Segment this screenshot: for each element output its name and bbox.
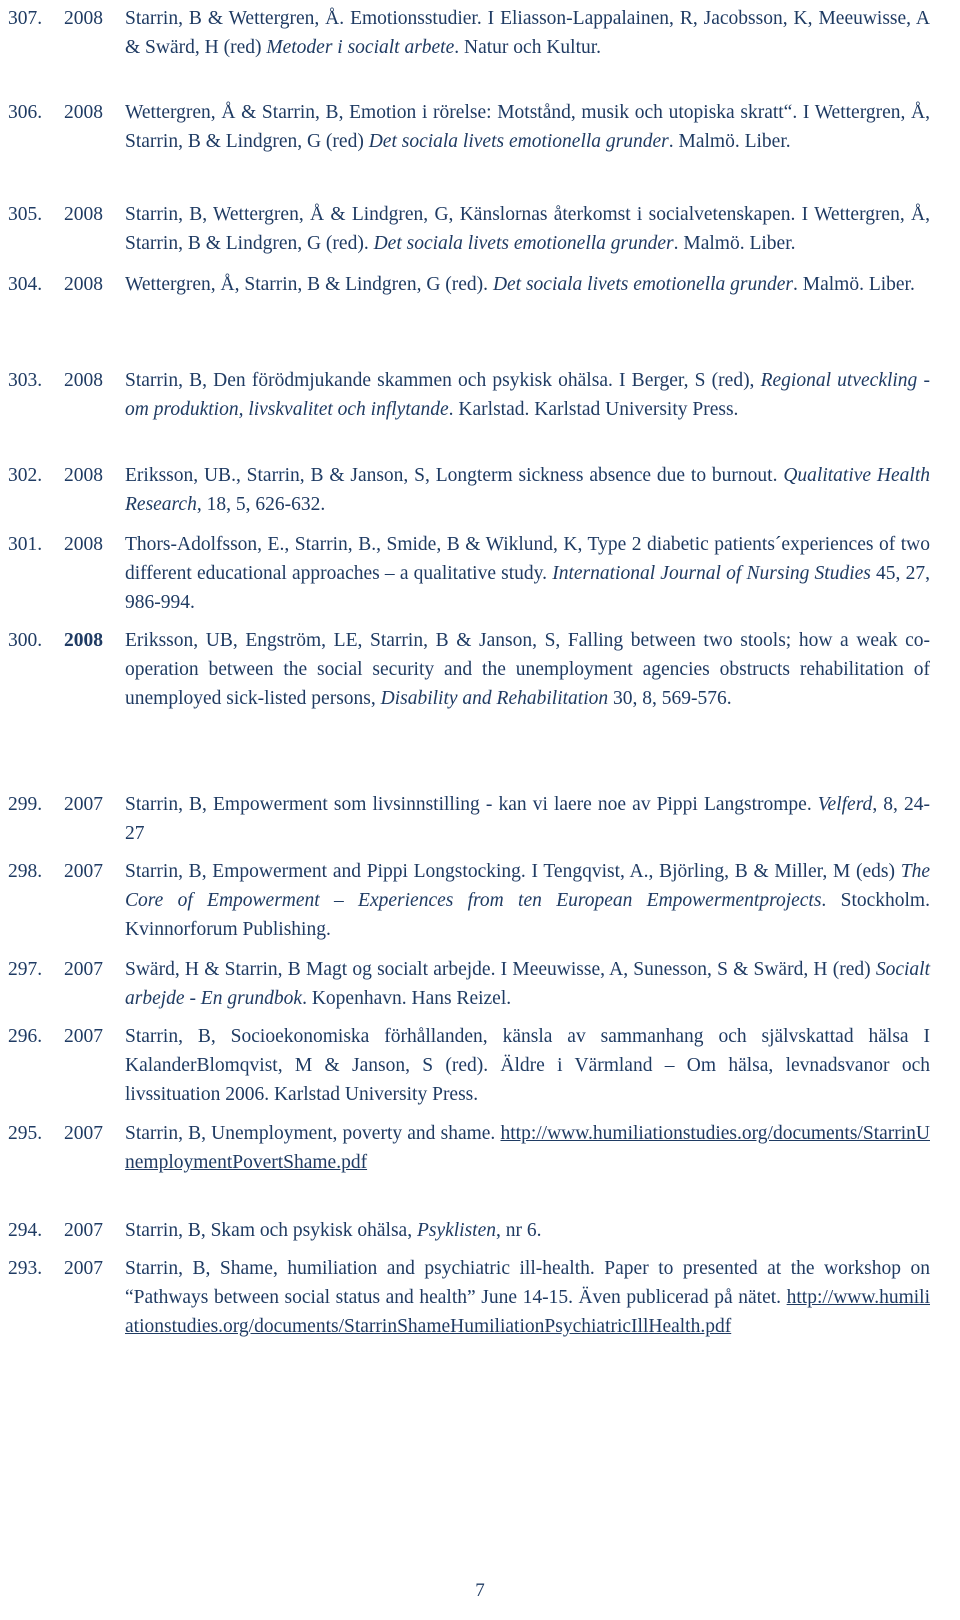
entry-number: 301. [8, 534, 43, 555]
entry-number: 304. [8, 274, 43, 295]
entry-citation [125, 955, 930, 1013]
citation-title: Regional utveckling - om produktion, livskvalitet och inflytande [125, 370, 930, 420]
citation-text: 45, 27, 986-994. [125, 563, 930, 613]
citation-text: Swärd, H & Starrin, B Magt og socialt arbejde. I Meeuwisse, A, Sunesson, S & Swärd, H (red) [125, 959, 876, 980]
entry-citation [125, 200, 930, 258]
citation-title: International Journal of Nursing Studies [552, 563, 871, 584]
reference-entry [8, 857, 930, 944]
citation-title: Socialt arbejde - En grundbok [125, 959, 930, 1009]
entry-citation [125, 366, 930, 424]
entry-citation [125, 530, 930, 617]
entry-citation [125, 1254, 930, 1341]
entry-number: 296. [8, 1026, 43, 1047]
citation-text: . Malmö. Liber. [673, 233, 796, 254]
entry-number: 300. [8, 630, 43, 651]
entry-citation [125, 98, 930, 156]
reference-entry [8, 1254, 930, 1341]
citation-title: Det sociala livets emotionella grunder [373, 233, 674, 254]
citation-text: Wettergren, Å & Starrin, B, Emotion i rörelse: Motstånd, musik och utopiska skratt“. I Wettergren, Å, Starrin, B & Lindgren, G (red) [125, 102, 930, 152]
entry-citation [125, 626, 930, 713]
citation-text: Wettergren, Å, Starrin, B & Lindgren, G (red). [125, 274, 493, 295]
citation-text: . Natur och Kultur. [454, 37, 602, 58]
reference-entry [8, 366, 930, 424]
citation-text: Starrin, B, Den förödmjukande skammen och psykisk ohälsa. I Berger, S (red), [125, 370, 761, 391]
citation-text: Starrin, B, Skam och psykisk ohälsa, [125, 1220, 417, 1241]
citation-text: Starrin, B, Empowerment and Pippi Longstocking. I Tengqvist, A., Björling, B & Miller, M (eds) [125, 861, 901, 882]
citation-text: . Malmö. Liber. [792, 274, 915, 295]
entry-year: 2007 [64, 794, 103, 815]
citation-text: . Malmö. Liber. [668, 131, 791, 152]
entry-number: 297. [8, 959, 43, 980]
citation-text: Starrin, B & Wettergren, Å. Emotionsstudier. I Eliasson-Lappalainen, R, Jacobsson, K, Meeuwisse, A & Swärd, H (red) [125, 8, 930, 58]
entry-number: 302. [8, 465, 43, 486]
citation-text: Thors-Adolfsson, E., Starrin, B., Smide, B & Wiklund, K, Type 2 diabetic patients´experiences of two different educational approaches – a qualitative study. [125, 534, 930, 584]
entry-number: 303. [8, 370, 43, 391]
citation-text: Starrin, B, Shame, humiliation and psychiatric ill-health. Paper to presented at the workshop on “Pathways between social status and health” June 14-15. Även publicerad på nätet. [125, 1258, 930, 1308]
entry-year: 2008 [64, 102, 103, 123]
entry-citation [125, 790, 930, 848]
entry-number: 293. [8, 1258, 43, 1279]
citation-text: Starrin, B, Wettergren, Å & Lindgren, G, Känslornas återkomst i socialvetenskapen. I Wettergren, Å, Starrin, B & Lindgren, G (red). [125, 204, 930, 254]
citation-text: Starrin, B, Empowerment som livsinnstilling - kan vi laere noe av Pippi Langstrompe. [125, 794, 818, 815]
reference-entry [8, 1022, 930, 1109]
entry-citation [125, 4, 930, 62]
entry-year: 2007 [64, 1258, 103, 1279]
entry-year: 2007 [64, 861, 103, 882]
citation-text: . Stockholm. Kvinnorforum Publishing. [125, 890, 930, 940]
entry-citation [125, 1119, 930, 1177]
citation-text: Starrin, B, Socioekonomiska förhållanden, känsla av sammanhang och självskattad hälsa I KalanderBlomqvist, M & Janson, S (red). Äldre i Värmland – Om hälsa, levnadsvanor och livssituation 2006. Karlstad University Press. [125, 1026, 930, 1105]
entry-number: 307. [8, 8, 43, 29]
citation-link[interactable]: http://www.humiliationstudies.org/documents/StarrinShameHumiliationPsychiatricIllHealth.pdf [125, 1287, 930, 1337]
citation-title: The Core of Empowerment – Experiences from ten European Empowermentprojects [125, 861, 930, 911]
reference-entry [8, 626, 930, 713]
citation-title: Metoder i socialt arbete [266, 37, 455, 58]
citation-title: Qualitative Health Research [125, 465, 930, 515]
page-number: 7 [475, 1580, 485, 1601]
reference-entry [8, 955, 930, 1013]
entry-number: 294. [8, 1220, 43, 1241]
reference-entry [8, 270, 930, 299]
entry-year: 2008 [64, 465, 103, 486]
reference-entry [8, 461, 930, 519]
entry-year: 2008 [64, 630, 103, 651]
entry-citation [125, 1022, 930, 1109]
entry-year: 2008 [64, 370, 103, 391]
entry-year: 2007 [64, 1026, 103, 1047]
entry-number: 295. [8, 1123, 43, 1144]
citation-text: . Kopenhavn. Hans Reizel. [302, 988, 512, 1009]
entry-citation [125, 857, 930, 944]
entry-number: 306. [8, 102, 43, 123]
citation-title: Velferd [817, 794, 873, 815]
entry-year: 2007 [64, 1123, 103, 1144]
entry-year: 2007 [64, 1220, 103, 1241]
entry-year: 2008 [64, 8, 103, 29]
entry-number: 305. [8, 204, 43, 225]
citation-text: Starrin, B, Unemployment, poverty and shame. [125, 1123, 501, 1144]
citation-text: Eriksson, UB, Engström, LE, Starrin, B & Janson, S, Falling between two stools; how a weak co-operation between the social security and the unemployment agencies obstructs rehabilitation of unemployed sick-listed persons, [125, 630, 930, 709]
citation-title: Det sociala livets emotionella grunder [492, 274, 793, 295]
citation-text: 30, 8, 569-576. [608, 688, 732, 709]
citation-title: Disability and Rehabilitation [380, 688, 609, 709]
reference-entry [8, 4, 930, 62]
reference-entry [8, 1216, 930, 1245]
entry-year: 2007 [64, 959, 103, 980]
citation-text: , nr 6. [496, 1220, 542, 1241]
entry-citation [125, 461, 930, 519]
reference-entry [8, 530, 930, 617]
reference-entry [8, 98, 930, 156]
entry-year: 2008 [64, 204, 103, 225]
citation-text: , 18, 5, 626-632. [196, 494, 326, 515]
citation-title: Psyklisten [416, 1220, 497, 1241]
entry-citation [125, 270, 930, 299]
citation-link[interactable]: http://www.humiliationstudies.org/documents/StarrinUnemploymentPovertShame.pdf [125, 1123, 930, 1173]
citation-text: Eriksson, UB., Starrin, B & Janson, S, Longterm sickness absence due to burnout. [125, 465, 784, 486]
citation-text: , 8, 24-27 [125, 794, 930, 844]
citation-text: . Karlstad. Karlstad University Press. [448, 399, 739, 420]
reference-entry [8, 790, 930, 848]
entry-year: 2008 [64, 534, 103, 555]
citation-title: Det sociala livets emotionella grunder [368, 131, 669, 152]
reference-entry [8, 1119, 930, 1177]
entry-citation [125, 1216, 930, 1245]
entry-number: 298. [8, 861, 43, 882]
entry-number: 299. [8, 794, 43, 815]
entry-year: 2008 [64, 274, 103, 295]
reference-entry [8, 200, 930, 258]
